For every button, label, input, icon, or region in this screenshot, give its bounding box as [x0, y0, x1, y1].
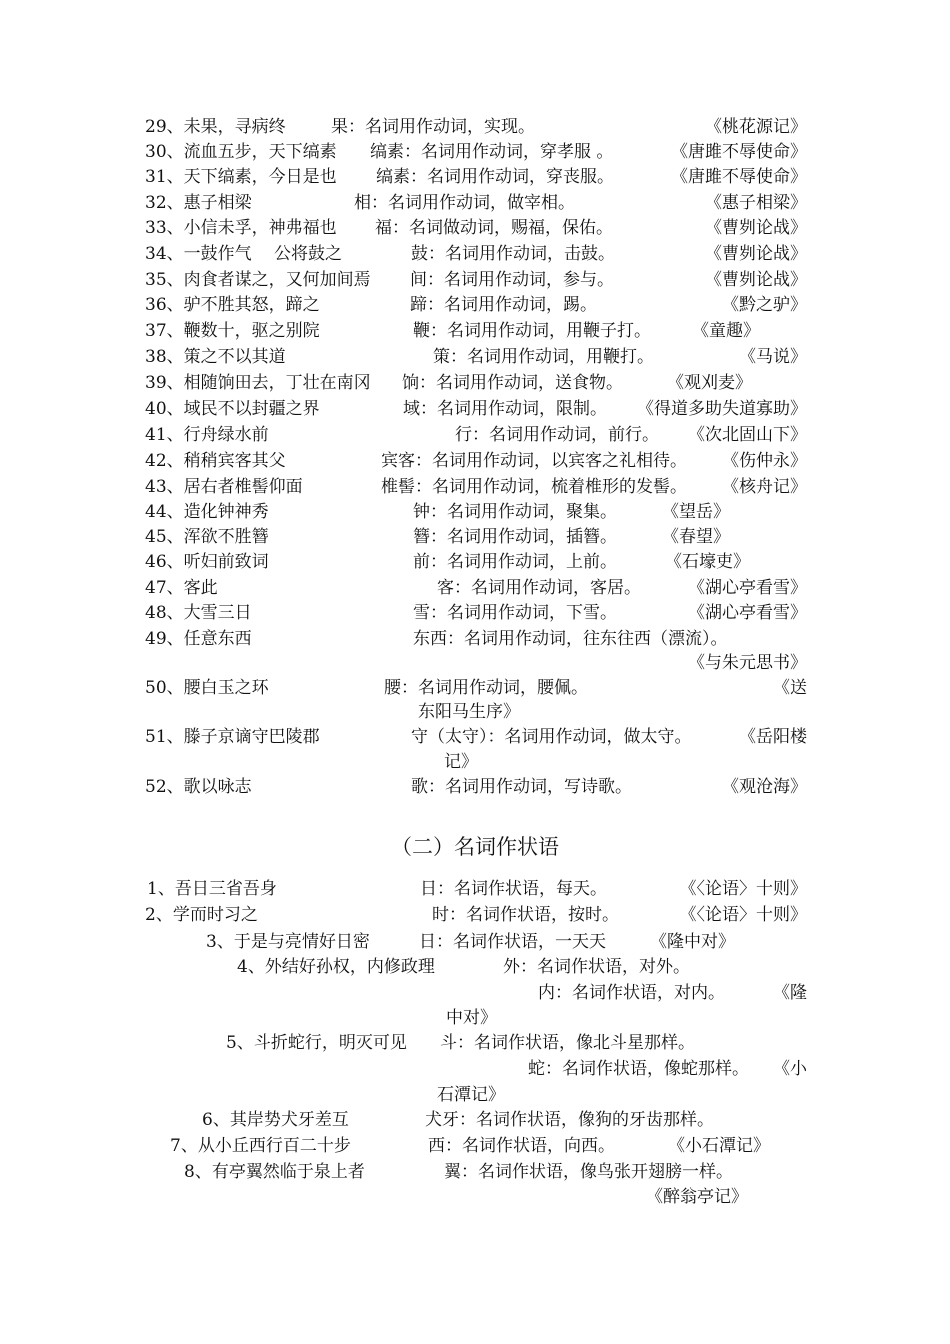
source-48: 《湖心亭看雪》: [688, 603, 807, 623]
example-51: 51、滕子京谪守巴陵郡: [145, 727, 320, 747]
source-47: 《湖心亭看雪》: [688, 578, 807, 598]
adv-example-2: 2、学而时习之: [145, 905, 258, 925]
source-44: 《望岳》: [662, 502, 730, 522]
adv-example-3: 3、于是与亮情好日密: [206, 932, 370, 952]
source-39: 《观刈麦》: [667, 373, 752, 393]
example-47: 47、客此: [145, 578, 218, 598]
example-38: 38、策之不以其道: [145, 347, 286, 367]
example-32: 32、惠子相梁: [145, 193, 252, 213]
adv-example-7: 7、从小丘西行百二十步: [170, 1136, 351, 1156]
source-50: 《送: [773, 678, 807, 698]
note-29: 果：名词用作动词，实现。: [331, 117, 535, 137]
example-30: 30、流血五步，天下缟素: [145, 142, 337, 162]
example-29: 29、未果，寻病终: [145, 117, 286, 137]
example-35: 35、肉食者谋之，又何加间焉: [145, 270, 371, 290]
example-42: 42、稍稍宾客其父: [145, 451, 286, 471]
example-39: 39、相随饷田去，丁壮在南冈: [145, 373, 371, 393]
note-47: 客：名词用作动词，客居。: [437, 578, 641, 598]
source-37: 《童趣》: [692, 321, 760, 341]
adv-note-8: 翼：名词作状语，像鸟张开翅膀一样。: [444, 1162, 733, 1182]
example-49: 49、任意东西: [145, 629, 252, 649]
adv-example-4: 4、外结好孙权，内修政理: [237, 957, 435, 977]
source-40: 《得道多助失道寡助》: [637, 399, 807, 419]
note-31: 缟素：名词用作动词，穿丧服。: [376, 167, 614, 187]
note-30: 缟素：名词用作动词，穿孝服 。: [370, 142, 614, 162]
source-31: 《唐雎不辱使命》: [671, 167, 807, 187]
section-heading: （二）名词作状语: [391, 835, 559, 859]
example-41: 41、行舟绿水前: [145, 425, 269, 445]
note-46: 前：名词用作动词，上前。: [413, 552, 617, 572]
source-45: 《春望》: [662, 527, 730, 547]
source-32: 《惠子相梁》: [705, 193, 807, 213]
source-35: 《曹刿论战》: [705, 270, 807, 290]
adv-example-5: 5、斗折蛇行，明灭可见: [226, 1033, 407, 1053]
example-37: 37、鞭数十，驱之别院: [145, 321, 320, 341]
note-52: 歌：名词用作动词，写诗歌。: [411, 777, 632, 797]
adv-source-4: 《隆: [773, 983, 807, 1003]
note-44: 钟：名词用作动词，聚集。: [413, 502, 617, 522]
example-34: 34、一鼓作气 公将鼓之: [145, 244, 343, 264]
adv-example-1: 1、吾日三省吾身: [147, 879, 277, 899]
note-39: 饷：名词用作动词，送食物。: [402, 373, 623, 393]
adv-source-4-cont: 中对》: [446, 1008, 497, 1028]
example-50: 50、腰白玉之环: [145, 678, 269, 698]
adv-note-4b: 内：名词作状语，对内。: [538, 983, 725, 1003]
adv-source-5-cont: 石潭记》: [437, 1085, 505, 1105]
adv-note-5b: 蛇：名词作状语，像蛇那样。: [528, 1059, 749, 1079]
source-51: 《岳阳楼: [739, 727, 807, 747]
source-50-cont: 东阳马生序》: [418, 702, 520, 722]
note-49: 东西：名词用作动词，往东往西（漂流）。: [413, 629, 728, 649]
note-35: 间：名词用作动词，参与。: [410, 270, 614, 290]
adv-note-1: 日：名词作状语，每天。: [420, 879, 607, 899]
adv-source-5: 《小: [773, 1059, 807, 1079]
source-34: 《曹刿论战》: [705, 244, 807, 264]
adv-note-4a: 外：名词作状语，对外。: [503, 957, 690, 977]
adv-note-7: 西：名词作状语，向西。: [428, 1136, 615, 1156]
example-33: 33、小信未孚，神弗福也: [145, 218, 337, 238]
example-31: 31、天下缟素，今日是也: [145, 167, 337, 187]
note-51: 守（太守）：名词用作动词，做太守。: [411, 727, 692, 747]
note-42: 宾客：名词用作动词，以宾客之礼相待。: [381, 451, 687, 471]
adv-note-5a: 斗：名词作状语，像北斗星那样。: [440, 1033, 695, 1053]
note-32: 相：名词用作动词，做宰相。: [354, 193, 575, 213]
adv-source-3: 《隆中对》: [650, 932, 735, 952]
source-29: 《桃花源记》: [705, 117, 807, 137]
adv-example-6: 6、其岸势犬牙差互: [202, 1110, 349, 1130]
adv-source-1: 《〈论语〉十则》: [679, 879, 807, 899]
source-42: 《伤仲永》: [722, 451, 807, 471]
source-49: 《与朱元思书》: [688, 653, 807, 673]
example-45: 45、浑欲不胜簪: [145, 527, 269, 547]
adv-note-3: 日：名词作状语，一天天: [419, 932, 606, 952]
source-51-cont: 记》: [444, 752, 478, 772]
note-45: 簪：名词用作动词，插簪。: [413, 527, 617, 547]
note-48: 雪：名词用作动词，下雪。: [413, 603, 617, 623]
source-33: 《曹刿论战》: [705, 218, 807, 238]
source-36: 《黔之驴》: [722, 295, 807, 315]
adv-note-2: 时：名词作状语，按时。: [432, 905, 619, 925]
note-37: 鞭：名词用作动词，用鞭子打。: [413, 321, 651, 341]
note-34: 鼓：名词用作动词，击鼓。: [411, 244, 615, 264]
example-52: 52、歌以咏志: [145, 777, 252, 797]
note-50: 腰：名词用作动词，腰佩。: [384, 678, 588, 698]
note-43: 椎髻：名词用作动词，梳着椎形的发髻。: [381, 477, 687, 497]
note-38: 策：名词用作动词，用鞭打。: [433, 347, 654, 367]
source-52: 《观沧海》: [722, 777, 807, 797]
source-46: 《石壕吏》: [665, 552, 750, 572]
source-43: 《核舟记》: [722, 477, 807, 497]
source-38: 《马说》: [739, 347, 807, 367]
adv-source-8: 《醉翁亭记》: [646, 1187, 748, 1207]
source-30: 《唐雎不辱使命》: [671, 142, 807, 162]
adv-example-8: 8、有亭翼然临于泉上者: [184, 1162, 365, 1182]
note-36: 蹄：名词用作动词，踢。: [410, 295, 597, 315]
example-36: 36、驴不胜其怒，蹄之: [145, 295, 320, 315]
note-33: 福：名词做动词，赐福，保佑。: [375, 218, 613, 238]
example-40: 40、域民不以封疆之界: [145, 399, 320, 419]
note-41: 行：名词用作动词，前行。: [455, 425, 659, 445]
source-41: 《次北固山下》: [688, 425, 807, 445]
note-40: 域：名词用作动词，限制。: [403, 399, 607, 419]
example-48: 48、大雪三日: [145, 603, 252, 623]
adv-source-7: 《小石潭记》: [668, 1136, 770, 1156]
example-44: 44、造化钟神秀: [145, 502, 269, 522]
adv-note-6: 犬牙：名词作状语，像狗的牙齿那样。: [425, 1110, 714, 1130]
example-43: 43、居右者椎髻仰面: [145, 477, 303, 497]
adv-source-2: 《〈论语〉十则》: [679, 905, 807, 925]
example-46: 46、听妇前致词: [145, 552, 269, 572]
